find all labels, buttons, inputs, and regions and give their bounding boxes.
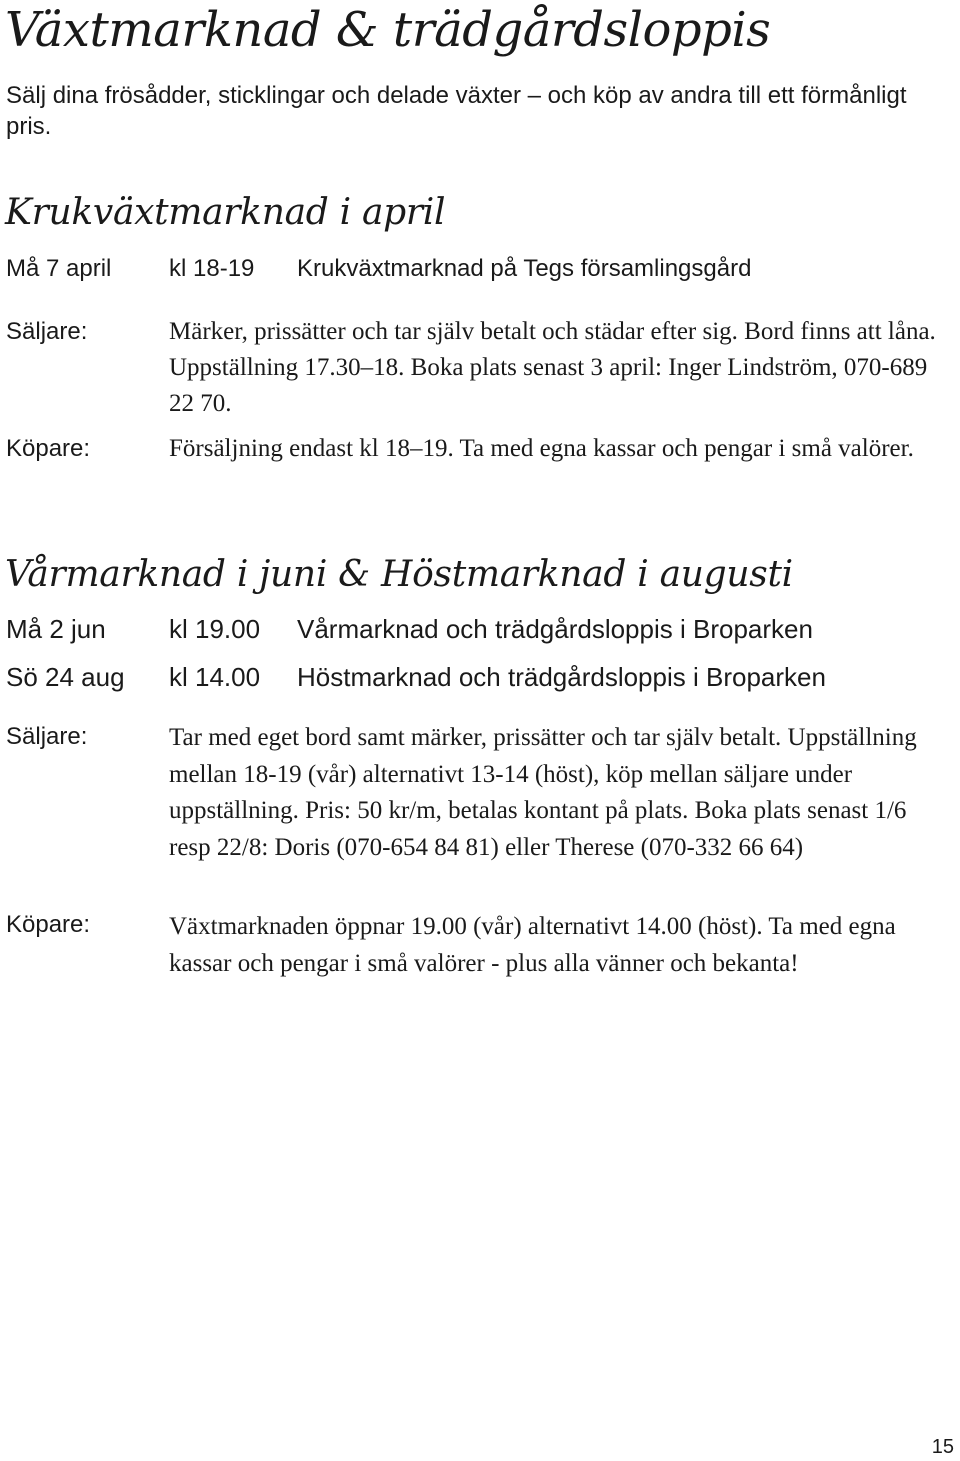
seller-info: Tar med eget bord samt märker, prissätter och tar själv betalt. Uppställning mellan 18-19 (vår) alternativt 13-14 (höst), köp mellan säljare under uppställning. Pris: 50 kr/m, betalas kontant på plats. Boka plats senast 1/6 resp 22/8: Doris (070-654 84 81) eller Therese (070-332 66 64) <box>169 724 917 861</box>
event-description: Höstmarknad och trädgårdsloppis i Broparken <box>297 662 826 692</box>
event-time: kl 19.00 <box>169 614 261 644</box>
event-date: Må 2 jun <box>6 614 106 644</box>
buyer-label: Köpare: <box>6 435 91 462</box>
seller-label: Säljare: <box>6 318 88 345</box>
event-time: kl 14.00 <box>169 662 261 692</box>
event-date: Må 7 april <box>6 255 112 282</box>
event-date: Sö 24 aug <box>6 662 125 692</box>
section-heading-april: Krukväxtmarknad i april <box>5 192 446 233</box>
intro-text: Sälj dina frösådder, sticklingar och delade växter – och köp av andra till ett förmånligt pris. <box>6 82 907 140</box>
page-number: 15 <box>931 1436 954 1458</box>
buyer-info: Växtmarknaden öppnar 19.00 (vår) alternativt 14.00 (höst). Ta med egna kassar och pengar i små valörer - plus alla vänner och bekanta! <box>169 913 896 977</box>
buyer-label: Köpare: <box>6 911 91 938</box>
event-description: Krukväxtmarknad på Tegs församlingsgård <box>297 255 752 282</box>
event-time: kl 18-19 <box>169 255 255 282</box>
page-title: Växtmarknad & trädgårdsloppis <box>5 2 771 58</box>
seller-info: Märker, prissätter och tar själv betalt och städar efter sig. Bord finns att låna. Uppställning 17.30–18. Boka plats senast 3 april: Inger Lindström, 070-689 22 70. <box>169 318 936 417</box>
event-description: Vårmarknad och trädgårdsloppis i Broparken <box>297 614 813 644</box>
section-heading-june-august: Vårmarknad i juni & Höstmarknad i augusti <box>5 554 793 595</box>
seller-label: Säljare: <box>6 723 88 750</box>
buyer-info: Försäljning endast kl 18–19. Ta med egna kassar och pengar i små valörer. <box>169 435 914 462</box>
